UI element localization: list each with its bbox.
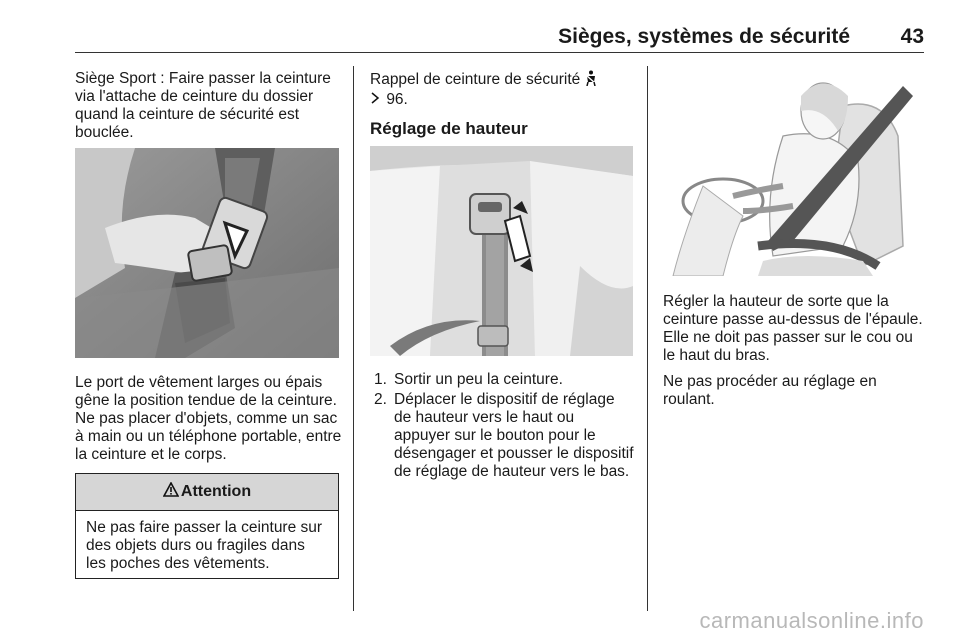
- site-watermark: carmanualsonline.info: [699, 608, 924, 633]
- attention-header: [76, 474, 338, 511]
- driver-seatbelt-illustration: [663, 66, 925, 276]
- attention-box: [75, 473, 339, 579]
- step-1-number: 1.: [374, 371, 387, 388]
- step-2-number: 2.: [374, 391, 387, 408]
- col1-body: [75, 374, 345, 464]
- header-rule: [75, 52, 924, 53]
- step-2-text: Déplacer le dispositif de réglage de hauteur vers le haut ou appuyer sur le bouton pour le désengager et pousser le dispositif de réglage de hauteur vers le bas.: [394, 391, 634, 480]
- column-divider-left: [353, 66, 354, 611]
- col1-intro: [75, 70, 343, 142]
- attention-title: Attention: [180, 483, 252, 500]
- column-divider-right: [647, 66, 648, 611]
- page-number: 43: [900, 25, 924, 48]
- reminder-paragraph: [370, 70, 640, 109]
- step-1: [370, 371, 634, 389]
- col2-reminder: [370, 70, 640, 109]
- page-section-title: Sièges, systèmes de sécurité: [558, 25, 850, 48]
- intro-paragraph: Siège Sport : Faire passer la ceinture via l'attache de ceinture du dossier quand la ceinture de sécurité est bouclée.: [75, 70, 331, 141]
- height-adjuster-illustration: [370, 146, 633, 356]
- clothing-paragraph: Le port de vêtement larges ou épais gêne la position tendue de la ceinture. Ne pas placer d'objets, comme un sac à main ou un téléphone portable, entre la ceinture et le corps.: [75, 374, 342, 463]
- page-ref-arrow-icon: [370, 91, 382, 109]
- seatbelt-icon: [585, 70, 597, 91]
- buckle-illustration: [75, 148, 339, 358]
- reminder-text: Rappel de ceinture de sécurité: [370, 71, 581, 88]
- col3-text: [663, 293, 927, 409]
- height-rule-paragraph: Régler la hauteur de sorte que la ceinture passe au-dessus de l'épaule. Elle ne doit pas passer sur le cou ou le haut du bras.: [663, 293, 923, 364]
- col2-steps: [370, 371, 634, 481]
- no-driving-adjust-paragraph: Ne pas procéder au réglage en roulant.: [663, 373, 877, 408]
- warning-triangle-icon: [163, 482, 179, 502]
- step-2: [370, 391, 634, 481]
- height-adjust-heading: Réglage de hauteur: [370, 119, 528, 138]
- step-1-text: Sortir un peu la ceinture.: [394, 371, 563, 388]
- attention-text: Ne pas faire passer la ceinture sur des objets durs ou fragiles dans les poches des vêtements.: [86, 519, 323, 572]
- reminder-page-ref: 96.: [386, 91, 408, 108]
